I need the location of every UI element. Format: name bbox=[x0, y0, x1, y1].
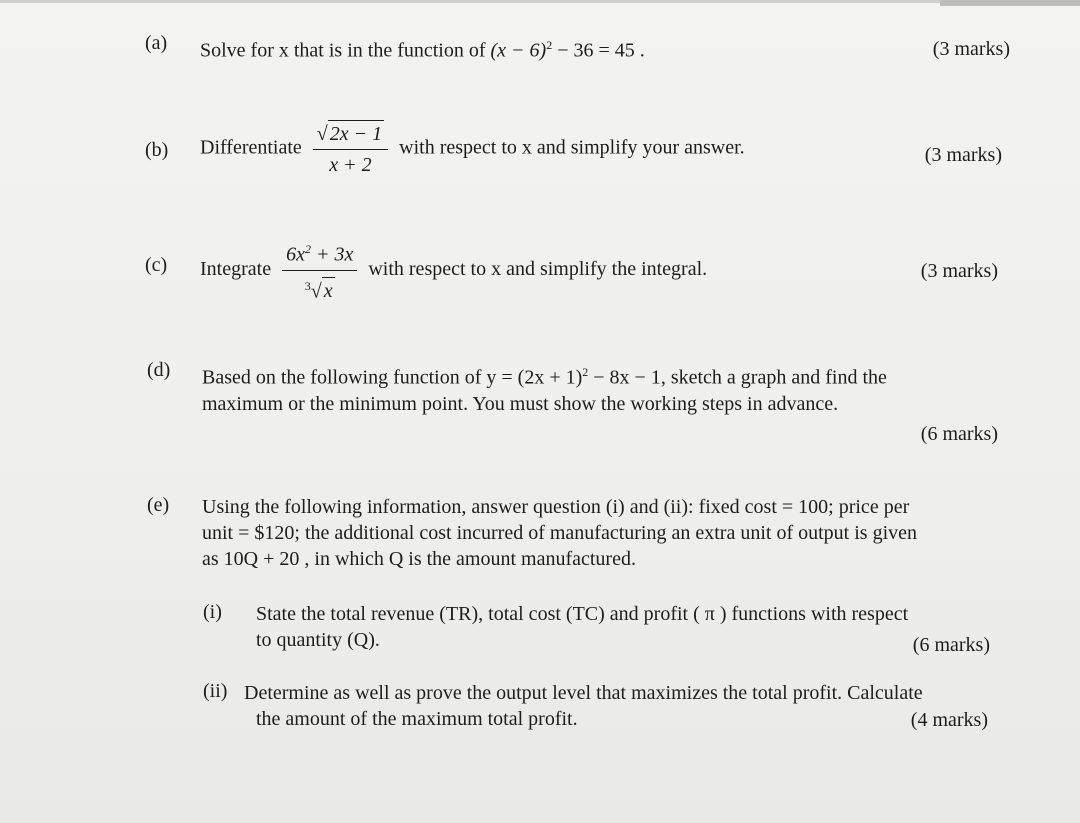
question-e-line3: as 10Q + 20 , in which Q is the amount manufactured. bbox=[202, 548, 636, 570]
question-d-line1-pre: Based on the following function of y = (2x + 1) bbox=[202, 366, 583, 389]
question-c-root-index: 3 bbox=[304, 278, 311, 293]
question-c-denominator: x bbox=[322, 277, 335, 304]
question-e-line2: unit = $120; the additional cost incurred of manufacturing an extra unit of output is given bbox=[202, 522, 917, 544]
question-e-ii-line2: the amount of the maximum total profit. bbox=[256, 708, 578, 730]
question-b-denominator: x + 2 bbox=[329, 154, 372, 176]
question-c-prompt: Integrate bbox=[200, 257, 272, 280]
question-d-label: (d) bbox=[147, 359, 171, 381]
question-d-line1-post: − 8x − 1, sketch a graph and find the bbox=[588, 366, 887, 389]
question-a-text bbox=[200, 32, 645, 64]
question-c-num-exp: 2 bbox=[304, 242, 311, 256]
question-c-label: (c) bbox=[145, 254, 168, 276]
question-b-numerator: 2x − 1 bbox=[328, 120, 384, 147]
question-c-num-base: 6x bbox=[286, 243, 305, 266]
question-c-fraction: $\frac{6x^2 + 3x}{^3√ x}$ bbox=[282, 236, 357, 304]
question-e-ii-label: (ii) bbox=[203, 680, 228, 702]
question-e-ii-marks: (4 marks) bbox=[910, 709, 988, 731]
question-e-line1: Using the following information, answer question (i) and (ii): fixed cost = 100; price per bbox=[202, 496, 910, 518]
question-e-i-marks: (6 marks) bbox=[912, 634, 990, 656]
question-d-line2: maximum or the minimum point. You must show the working steps in advance. bbox=[202, 392, 839, 415]
question-d-marks: (6 marks) bbox=[920, 423, 998, 445]
question-a-expr-exp: 2 bbox=[546, 38, 553, 52]
question-a-prompt: Solve for x that is in the function of bbox=[200, 39, 486, 62]
question-c-tail: with respect to x and simplify the integral. bbox=[368, 257, 708, 280]
question-a-label: (a) bbox=[145, 32, 168, 54]
question-b-text bbox=[200, 120, 745, 178]
question-e-ii-line1: Determine as well as prove the output level that maximizes the total profit. Calculate bbox=[244, 682, 923, 704]
question-d-body bbox=[202, 359, 887, 417]
question-d-line1-exp: 2 bbox=[582, 365, 589, 379]
question-e-i-line1: State the total revenue (TR), total cost (TC) and profit ( π ) functions with respect bbox=[256, 603, 909, 625]
question-b-marks: (3 marks) bbox=[924, 144, 1002, 166]
question-e-i-label: (i) bbox=[203, 601, 222, 623]
question-e-label: (e) bbox=[147, 494, 170, 516]
question-b-fraction: $\frac{√ 2x - 1}{x + 2}$ bbox=[313, 120, 388, 178]
page-edge bbox=[0, 0, 1080, 3]
question-e-ii-body bbox=[244, 680, 923, 732]
question-c-text bbox=[200, 236, 707, 304]
question-e-body bbox=[202, 494, 917, 572]
question-b-label: (b) bbox=[145, 139, 169, 161]
question-a-expr-rest: − 36 = 45 . bbox=[552, 39, 645, 62]
question-e-i-line2: to quantity (Q). bbox=[256, 629, 380, 651]
question-c-num-rest: + 3x bbox=[310, 243, 354, 266]
question-c-marks: (3 marks) bbox=[920, 260, 998, 282]
question-e-i-body bbox=[256, 601, 908, 653]
question-a-marks: (3 marks) bbox=[932, 38, 1010, 60]
page-edge-shadow bbox=[940, 0, 1080, 6]
question-a-expr-base: (x − 6) bbox=[490, 39, 547, 62]
question-b-prompt: Differentiate bbox=[200, 136, 302, 159]
question-b-tail: with respect to x and simplify your answer. bbox=[399, 136, 745, 159]
